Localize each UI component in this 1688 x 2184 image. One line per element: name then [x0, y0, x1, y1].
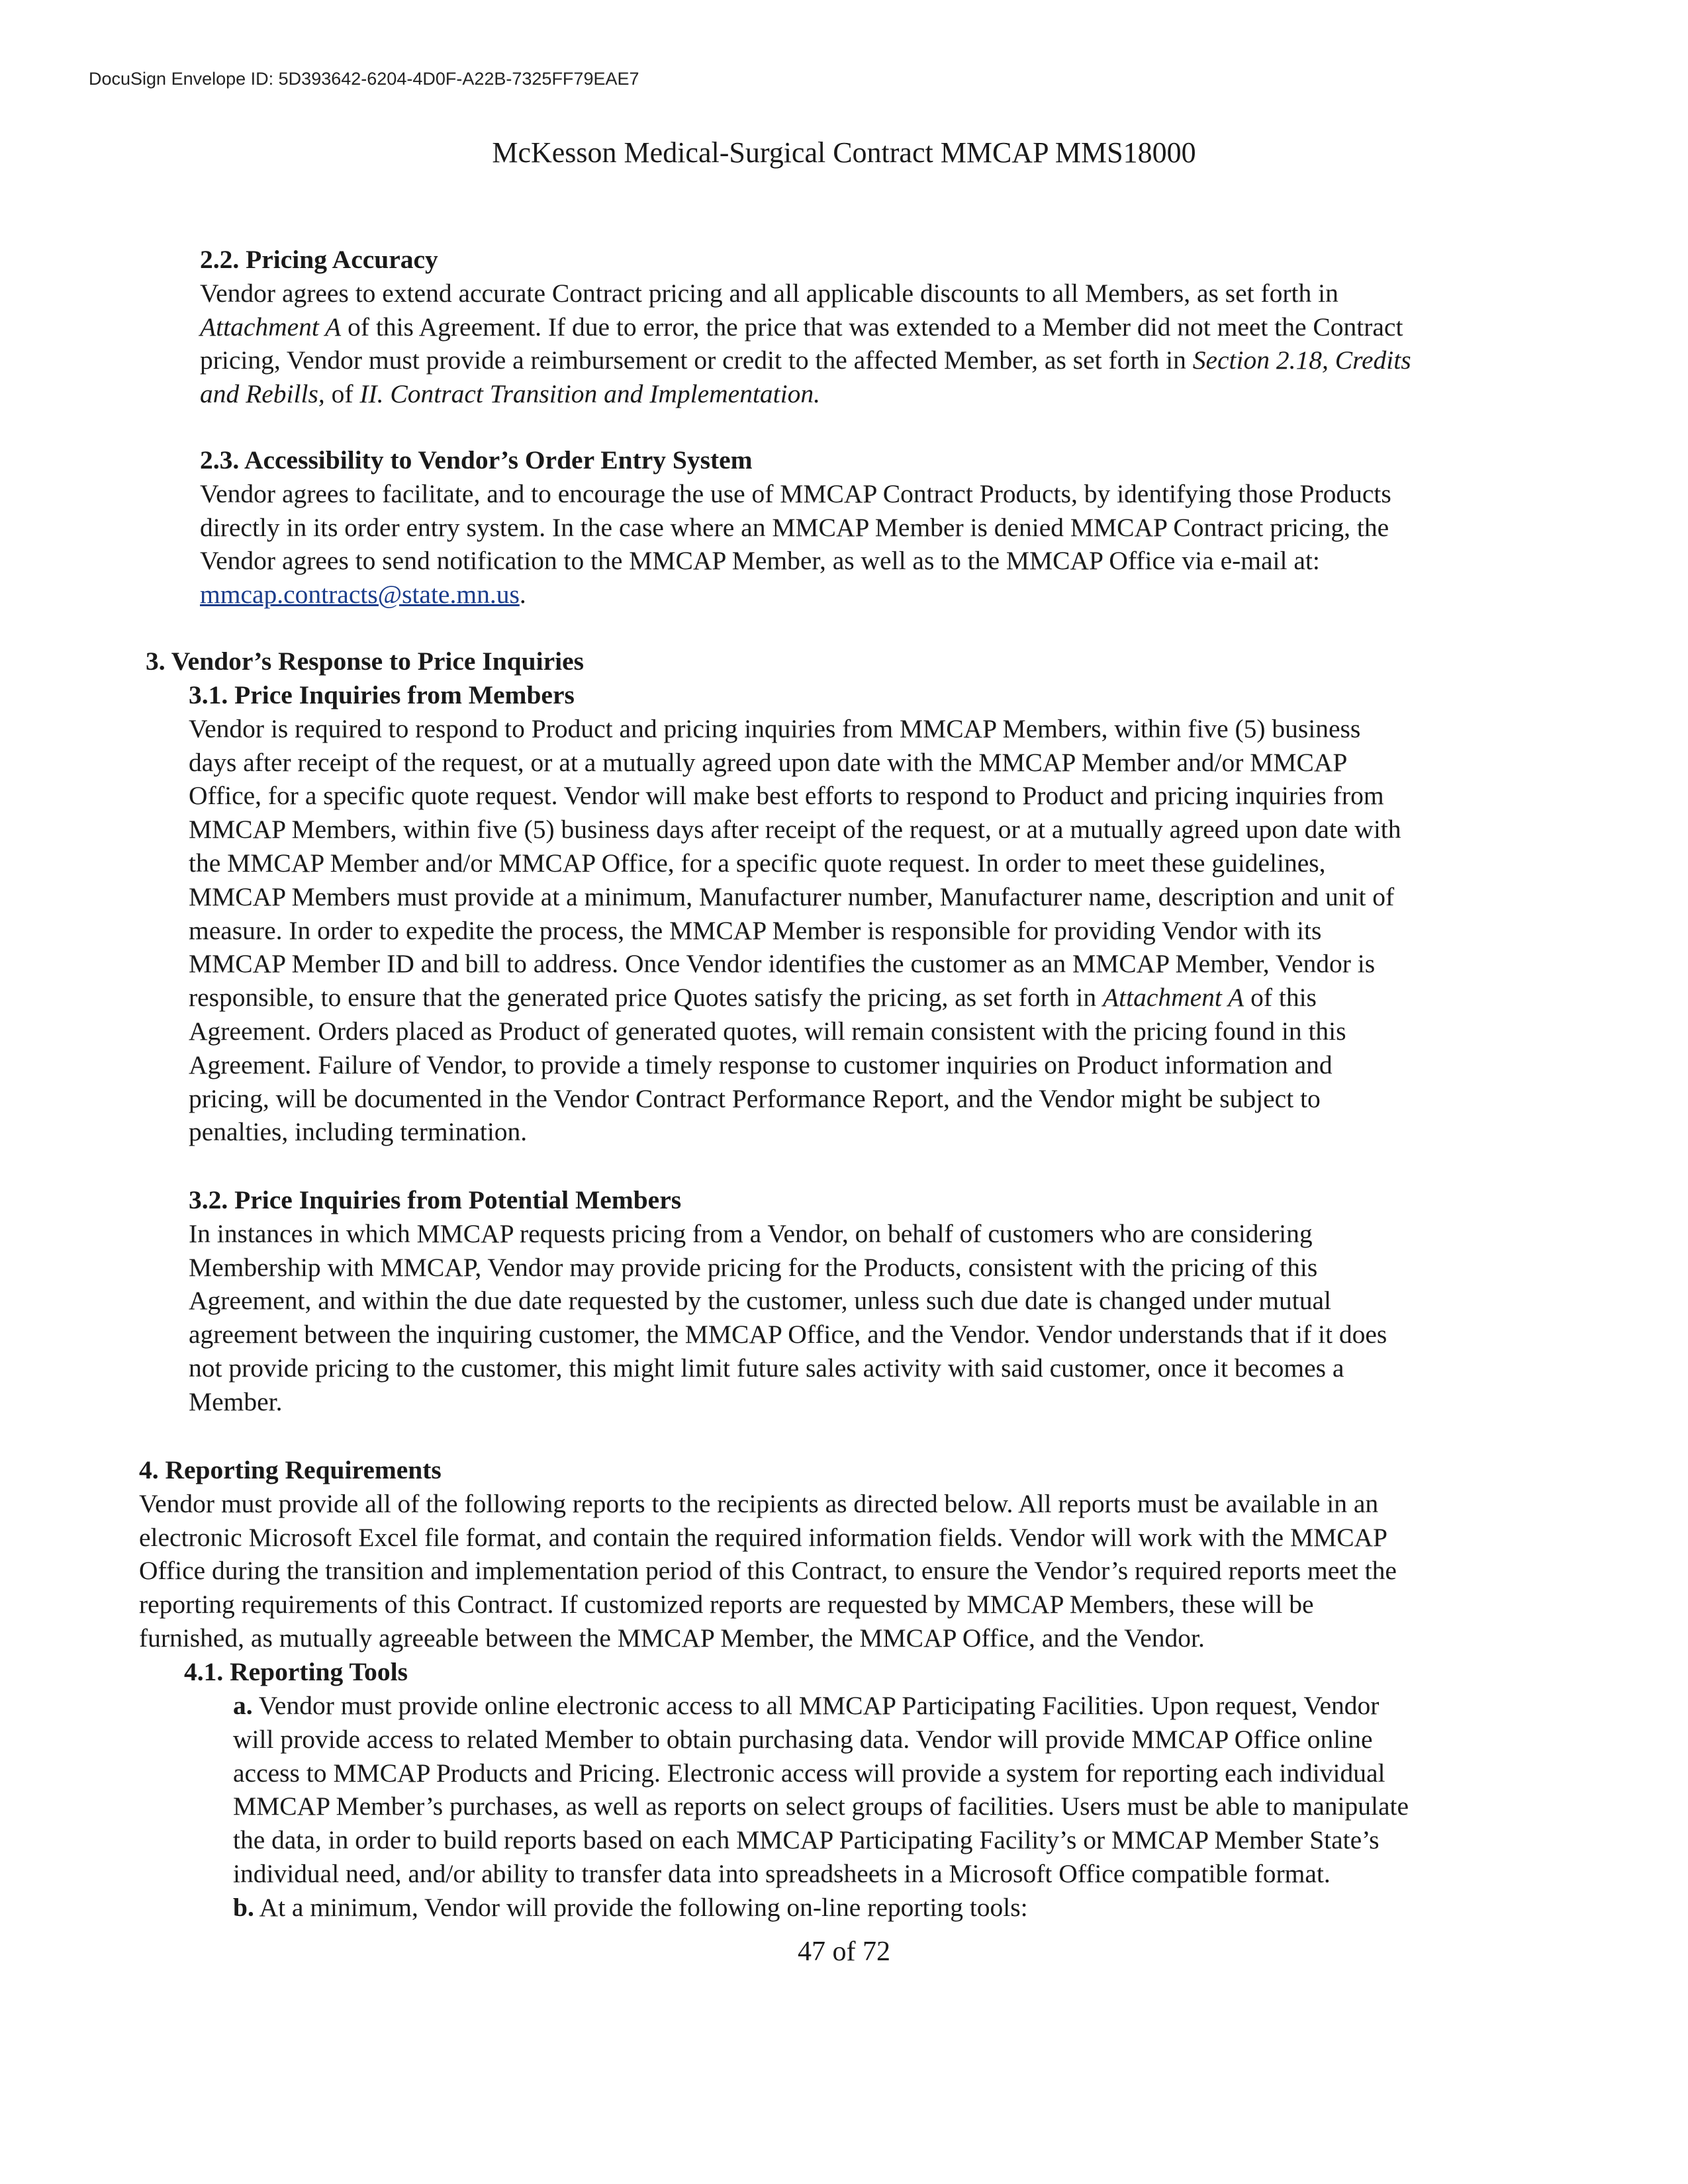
section-3-1-text: of this [1244, 983, 1317, 1013]
section-3-1-line: measure. In order to expedite the process, the MMCAP Member is responsible for providing Vendor with its [189, 915, 1322, 945]
section-4-line: electronic Microsoft Excel file format, and contain the required information fields. Vendor will work with the MMCAP [139, 1522, 1388, 1552]
item-b-text: At a minimum, Vendor will provide the following on-line reporting tools: [254, 1892, 1028, 1922]
section-3-1 [189, 678, 1401, 1149]
section-2-2-heading: 2.2. Pricing Accuracy [200, 245, 438, 274]
section-3-1-line: penalties, including termination. [189, 1117, 528, 1147]
section-2-2-text: of [324, 379, 360, 409]
section-2-2-line [200, 310, 1411, 344]
period: . [519, 580, 526, 610]
item-a-line: MMCAP Member’s purchases, as well as reports on select groups of facilities. Users must be able to manipulate [233, 1792, 1409, 1821]
section-3-2-line: not provide pricing to the customer, this might limit future sales activity with said customer, once it becomes a [189, 1353, 1344, 1383]
section-4-1-heading: 4.1. Reporting Tools [184, 1657, 408, 1686]
section-3-1-line: MMCAP Members must provide at a minimum, Manufacturer number, Manufacturer name, description and unit of [189, 882, 1395, 911]
section-ref: II. Contract Transition and Implementation. [359, 379, 821, 409]
attachment-a-ref: Attachment A [200, 312, 342, 341]
section-3 [146, 645, 584, 678]
section-3-1-line: MMCAP Members, within five (5) business days after receipt of the request, or at a mutually agreed upon date with [189, 815, 1401, 844]
item-b-line [233, 1891, 1409, 1925]
section-3-1-line: Office, for a specific quote request. Vendor will make best efforts to respond to Product and pricing inquiries from [189, 781, 1384, 811]
item-a-line: individual need, and/or ability to transfer data into spreadsheets in a Microsoft Office compatible format. [233, 1858, 1331, 1888]
section-2-3-line: directly in its order entry system. In the case where an MMCAP Member is denied MMCAP Contract pricing, the [200, 512, 1389, 542]
section-3-heading: 3. Vendor’s Response to Price Inquiries [146, 647, 584, 676]
section-2-2 [200, 243, 1411, 411]
section-2-2-text: of this Agreement. If due to error, the price that was extended to a Member did not meet the Contract [341, 312, 1403, 341]
section-3-1-heading: 3.1. Price Inquiries from Members [189, 680, 575, 709]
section-4-line: furnished, as mutually agreeable between the MMCAP Member, the MMCAP Office, and the Vendor. [139, 1623, 1205, 1653]
section-3-2 [189, 1183, 1387, 1419]
section-3-2-line: Membership with MMCAP, Vendor may provide pricing for the Products, consistent with the pricing of this [189, 1252, 1318, 1282]
section-4-line: Office during the transition and implementation period of this Contract, to ensure the Vendor’s required reports meet the [139, 1556, 1397, 1586]
item-a-line: the data, in order to build reports based on each MMCAP Participating Facility’s or MMCAP Member State’s [233, 1825, 1380, 1855]
section-3-2-line: In instances in which MMCAP requests pricing from a Vendor, on behalf of customers who are considering [189, 1218, 1313, 1248]
docusign-envelope-id: DocuSign Envelope ID: 5D393642-6204-4D0F-A22B-7325FF79EAE7 [89, 69, 639, 89]
section-2-3-heading: 2.3. Accessibility to Vendor’s Order Entry System [200, 445, 753, 475]
section-3-2-line: agreement between the inquiring customer, the MMCAP Office, and the Vendor. Vendor understands that if it does [189, 1320, 1387, 1349]
section-4-1-items [233, 1689, 1409, 1925]
item-a-line: access to MMCAP Products and Pricing. Electronic access will provide a system for reporting each individual [233, 1758, 1385, 1788]
section-3-1-line: pricing, will be documented in the Vendor Contract Performance Report, and the Vendor might be subject to [189, 1083, 1321, 1113]
email-link[interactable]: mmcap.contracts@state.mn.us [200, 580, 520, 610]
section-4-1 [184, 1655, 408, 1689]
item-a-line [233, 1689, 1409, 1723]
section-ref: and Rebills, [200, 379, 325, 409]
section-2-2-text: pricing, Vendor must provide a reimbursement or credit to the affected Member, as set forth in [200, 345, 1193, 375]
section-2-2-line: Vendor agrees to extend accurate Contract pricing and all applicable discounts to all Members, as set forth in [200, 278, 1338, 308]
section-3-2-line: Agreement, and within the due date requested by the customer, unless such due date is changed under mutual [189, 1286, 1332, 1316]
section-2-3-line [200, 578, 1391, 612]
section-4-heading: 4. Reporting Requirements [139, 1455, 442, 1484]
section-3-1-line: days after receipt of the request, or at a mutually agreed upon date with the MMCAP Member and/or MMCAP [189, 747, 1348, 777]
section-4 [139, 1453, 1397, 1655]
section-3-1-line: Agreement. Failure of Vendor, to provide a timely response to customer inquiries on Product information and [189, 1050, 1333, 1079]
item-a-label: a. [233, 1691, 253, 1720]
section-3-2-heading: 3.2. Price Inquiries from Potential Members [189, 1185, 682, 1214]
section-3-1-line: the MMCAP Member and/or MMCAP Office, for a specific quote request. In order to meet these guidelines, [189, 848, 1326, 878]
section-3-1-line: Agreement. Orders placed as Product of generated quotes, will remain consistent with the pricing found in this [189, 1016, 1346, 1046]
item-a-text: Vendor must provide online electronic access to all MMCAP Participating Facilities. Upon request, Vendor [252, 1691, 1380, 1720]
item-a-line: will provide access to related Member to obtain purchasing data. Vendor will provide MMCAP Office online [233, 1724, 1373, 1754]
section-3-1-line: MMCAP Member ID and bill to address. Once Vendor identifies the customer as an MMCAP Member, Vendor is [189, 949, 1376, 979]
section-3-1-text: responsible, to ensure that the generated price Quotes satisfy the pricing, as set forth in [189, 983, 1103, 1013]
section-3-1-line [189, 981, 1401, 1015]
section-3-1-line: Vendor is required to respond to Product and pricing inquiries from MMCAP Members, within five (5) business [189, 713, 1361, 743]
section-2-2-line [200, 377, 1411, 411]
page-number: 47 of 72 [798, 1936, 890, 1967]
section-2-3-line: Vendor agrees to facilitate, and to encourage the use of MMCAP Contract Products, by identifying those Products [200, 478, 1391, 508]
section-2-2-line [200, 343, 1411, 377]
item-b-label: b. [233, 1892, 254, 1922]
section-2-3-line: Vendor agrees to send notification to the MMCAP Member, as well as to the MMCAP Office via e-mail at: [200, 546, 1320, 576]
section-ref: Section 2.18, Credits [1192, 345, 1411, 375]
section-4-line: reporting requirements of this Contract. If customized reports are requested by MMCAP Members, these will be [139, 1590, 1314, 1619]
contract-header: McKesson Medical-Surgical Contract MMCAP MMS18000 [492, 136, 1196, 169]
section-4-line: Vendor must provide all of the following reports to the recipients as directed below. All reports must be available in an [139, 1488, 1379, 1518]
attachment-a-ref: Attachment A [1103, 983, 1244, 1013]
section-3-2-line: Member. [189, 1387, 283, 1416]
section-2-3 [200, 443, 1391, 612]
